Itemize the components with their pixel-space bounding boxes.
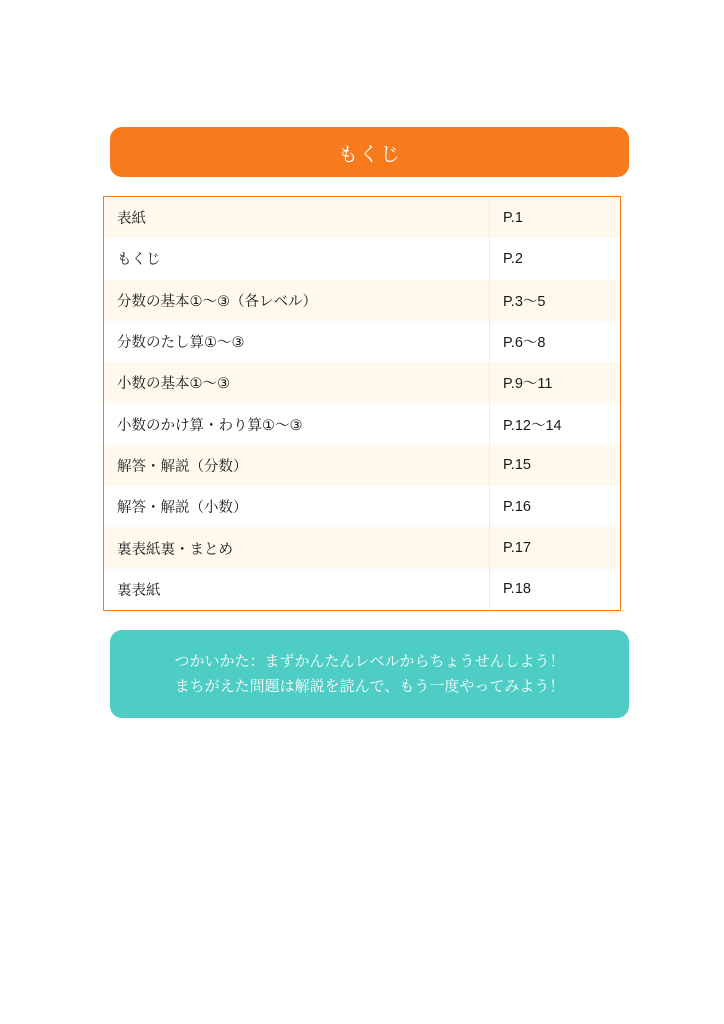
toc-entry-page: P.9〜11	[490, 362, 621, 403]
toc-entry-title: 表紙	[104, 197, 490, 238]
table-row	[104, 486, 620, 527]
toc-entry-title: 分数のたし算①〜③	[104, 321, 490, 362]
toc-title-banner	[110, 127, 629, 177]
usage-note-line-2: まちがえた問題は解説を読んで、もう一度やってみよう！	[174, 677, 565, 695]
toc-entry-title: 小数のかけ算・わり算①〜③	[104, 403, 490, 444]
toc-entry-page: P.16	[490, 486, 621, 527]
toc-entry-title: 分数の基本①〜③（各レベル）	[104, 280, 490, 321]
toc-entry-title: 解答・解説（分数）	[104, 445, 490, 486]
usage-note-line-1: つかいかた：まずかんたんレベルからちょうせんしよう！	[174, 652, 565, 670]
table-row	[104, 238, 620, 279]
table-row	[104, 321, 620, 362]
toc-entry-page: P.1	[490, 197, 621, 238]
table-row	[104, 445, 620, 486]
table-row	[104, 569, 620, 610]
toc-entry-title: 小数の基本①〜③	[104, 362, 490, 403]
table-row	[104, 197, 620, 238]
table-row	[104, 527, 620, 568]
table-row	[104, 403, 620, 444]
usage-note-box	[110, 630, 629, 718]
toc-entry-page: P.6〜8	[490, 321, 621, 362]
toc-entry-title: 解答・解説（小数）	[104, 486, 490, 527]
toc-entry-page: P.17	[490, 527, 621, 568]
toc-entry-page: P.15	[490, 445, 621, 486]
toc-entry-page: P.2	[490, 238, 621, 279]
table-row	[104, 280, 620, 321]
toc-entry-title: 裏表紙裏・まとめ	[104, 527, 490, 568]
toc-table	[104, 197, 620, 610]
toc-entry-title: 裏表紙	[104, 569, 490, 610]
toc-entry-title: もくじ	[104, 238, 490, 279]
page-title: もくじ	[338, 141, 401, 166]
toc-entry-page: P.3〜5	[490, 280, 621, 321]
table-of-contents	[103, 196, 621, 611]
toc-entry-page: P.18	[490, 569, 621, 610]
toc-entry-page: P.12〜14	[490, 403, 621, 444]
table-row	[104, 362, 620, 403]
